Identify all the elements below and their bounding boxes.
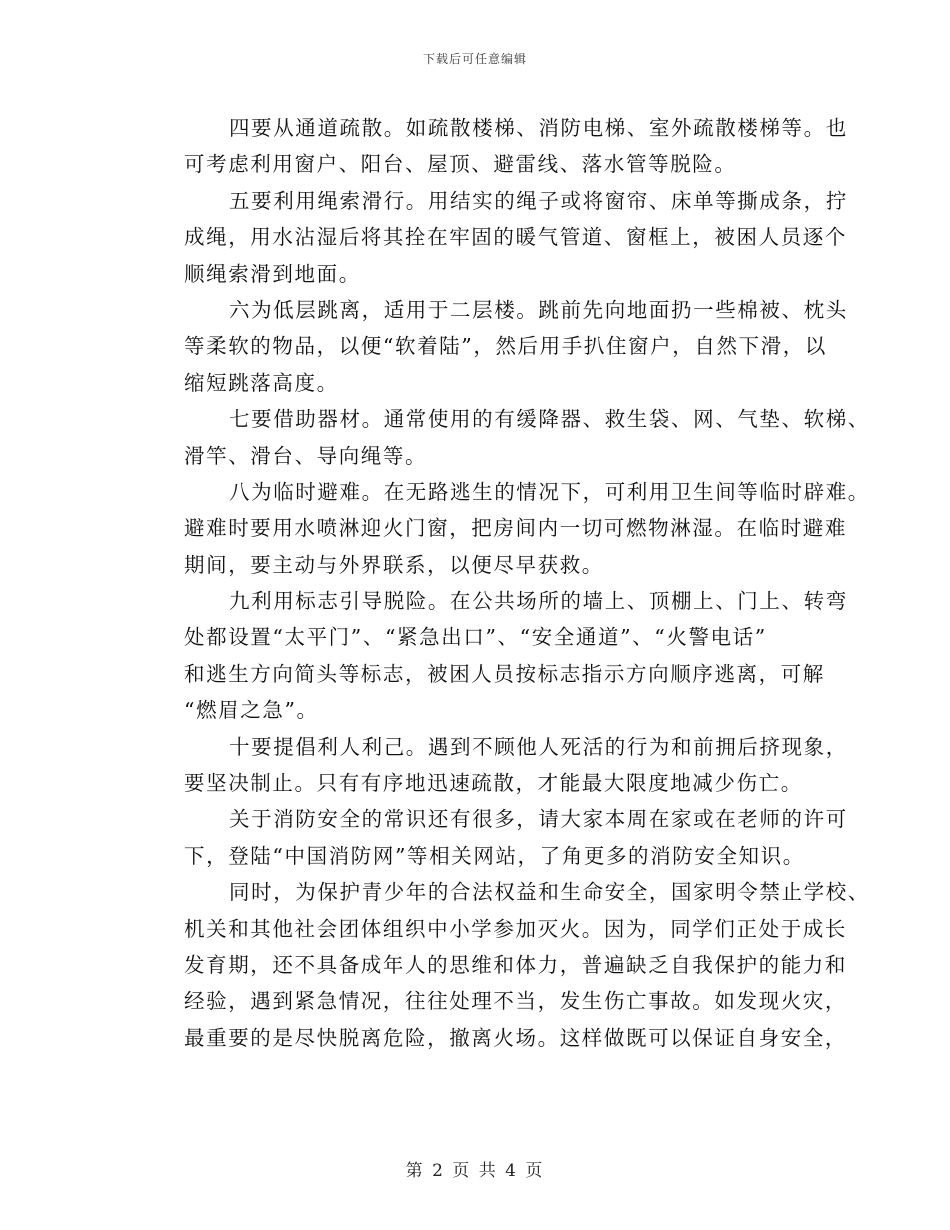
text-line: 下，登陆“中国消防网”等相关网站，了角更多的消防安全知识。 [184,843,805,868]
text-line: 期间，要主动与外界联系，以便尽早获救。 [184,552,604,577]
paragraph-8 [143,474,870,583]
document-body [143,110,870,1056]
text-line: 缩短跳落高度。 [184,370,339,395]
page-header: 下载后可任意编辑 [422,52,527,66]
text-line: 成绳，用水沾湿后将其拴在牢固的暖气管道、窗框上，被困人员逐个 [184,225,847,250]
text-line: 发育期，还不具备成年人的思维和体力，普遍缺乏自我保护的能力和 [184,952,847,977]
text-line: “燃眉之急”。 [184,698,319,723]
text-line: 同时，为保护青少年的合法权益和生命安全，国家明令禁止学校、 [229,880,870,905]
text-line: 经验，遇到紧急情况，往往处理不当，发生伤亡事故。如发现火灾， [184,989,847,1014]
paragraph-9 [143,583,848,729]
text-line: 等柔软的物品，以便“软着陆”，然后用手扒住窗户，自然下滑，以 [184,334,827,359]
text-line: 滑竿、滑台、导向绳等。 [184,443,428,468]
page-number: 第 2 页 共 4 页 [405,1161,545,1181]
text-line: 八为临时避难。在无路逃生的情况下，可利用卫生间等临时辟难。 [229,479,870,504]
paragraph-7 [143,401,870,474]
text-line: 和逃生方向简头等标志，被困人员按标志指示方向顺序逃离，可解 [184,661,825,686]
text-line: 七要借助器材。通常使用的有缓降器、救生袋、网、气垫、软梯、 [229,407,870,432]
text-line: 四要从通道疏散。如疏散楼梯、消防电梯、室外疏散楼梯等。也 [229,116,848,140]
text-line: 机关和其他社会团体组织中小学参加灭火。因为，同学们正处于成长 [184,916,847,941]
paragraph-knowledge [143,801,848,874]
text-line: 九利用标志引导脱险。在公共场所的墙上、顶棚上、门上、转弯 [229,589,848,614]
text-line: 处都设置“太平门”、“紧急出口”、“安全通道”、“火警电话” [184,625,767,650]
text-line: 五要利用绳索滑行。用结实的绳子或将窗帘、床单等撕成条，拧 [229,188,848,213]
text-line: 要坚决制止。只有有序地迅速疏散，才能最大限度地减少伤亡。 [184,771,803,796]
paragraph-5 [143,183,848,292]
text-line: 最重要的是尽快脱离危险，撤离火场。这样做既可以保证自身安全， [184,1025,847,1050]
paragraph-4 [143,110,848,183]
paragraph-6 [143,292,848,401]
text-line: 关于消防安全的常识还有很多，请大家本周在家或在老师的许可 [229,807,848,832]
paragraph-10 [143,729,848,802]
text-line: 六为低层跳离，适用于二层楼。跳前先向地面扔一些棉被、枕头 [229,297,848,322]
paragraph-youth-safety [143,874,870,1056]
text-line: 可考虑利用窗户、阳台、屋顶、避雷线、落水管等脱险。 [184,152,737,177]
text-line: 避难时要用水喷淋迎火门窗，把房间内一切可燃物淋湿。在临时避难 [184,516,847,541]
text-line: 顺绳索滑到地面。 [184,261,361,286]
text-line: 十要提倡利人利己。遇到不顾他人死活的行为和前拥后挤现象， [229,734,848,759]
